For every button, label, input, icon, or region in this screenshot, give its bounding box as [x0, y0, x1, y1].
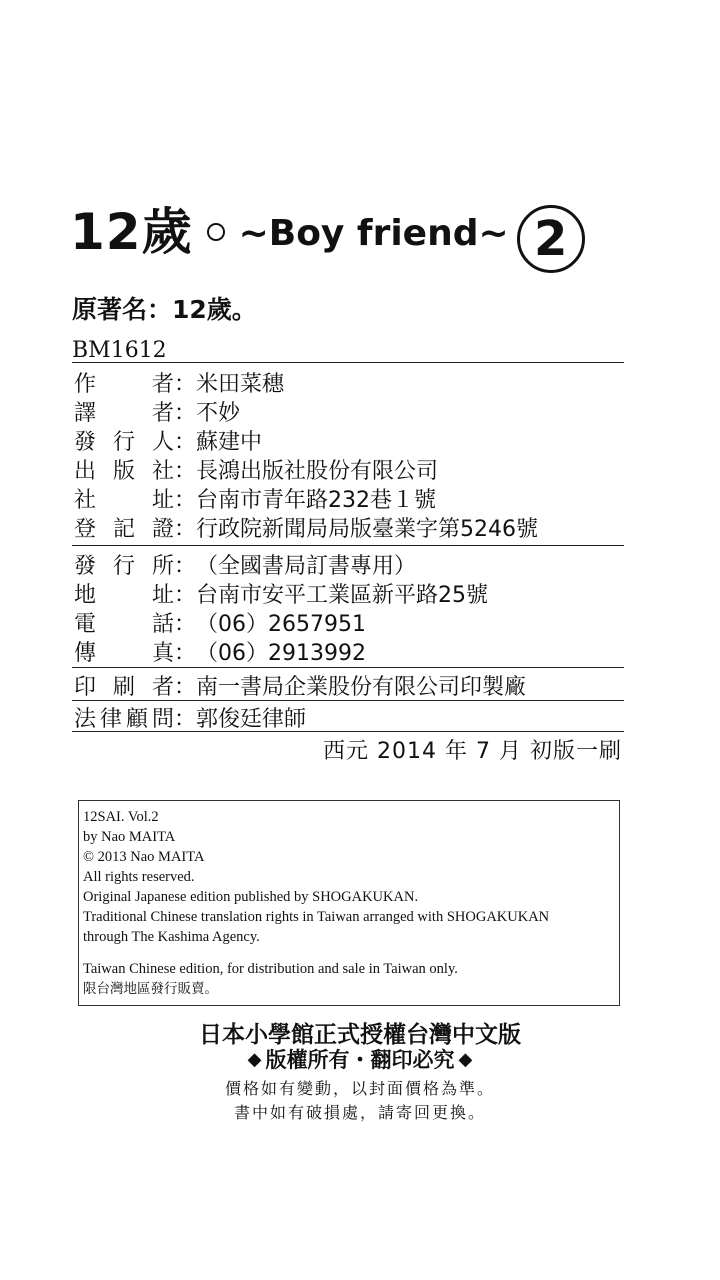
credit-label: 譯 者 — [74, 400, 174, 426]
credit-row-distributor: 發 行 所 ： （全國書局訂書專用） — [74, 549, 416, 579]
credit-row-dist-address: 地 址 ： 台南市安平工業區新平路25號 — [74, 578, 488, 608]
credit-value: 行政院新聞局局版臺業字第5246號 — [196, 516, 538, 542]
copyright-line: 12SAI. Vol.2 — [83, 809, 159, 825]
credit-value: （06）2657951 — [196, 611, 366, 637]
divider — [72, 362, 624, 363]
credit-row-issuer: 發 行 人 ： 蘇建中 — [74, 425, 262, 455]
credit-row-publisher: 出 版 社 ： 長鴻出版社股份有限公司 — [74, 454, 438, 484]
defect-note: 書中如有破損處，請寄回更換。 — [233, 1103, 486, 1122]
rights-notice — [0, 1044, 720, 1074]
credit-value: 長鴻出版社股份有限公司 — [196, 458, 439, 484]
rights-text: 版權所有・翻印必究 — [265, 1048, 455, 1072]
credit-label: 電 話 — [74, 611, 174, 637]
authorization-notice: 日本小學館正式授權台灣中文版 — [199, 1022, 521, 1048]
copyright-line: © 2013 Nao MAITA — [83, 849, 205, 865]
title-dot-icon — [207, 223, 225, 241]
diamond-left-icon: ◆ — [247, 1048, 262, 1070]
copyright-line: Traditional Chinese translation rights in Taiwan arranged with SHOGAKUKAN — [83, 909, 550, 925]
credit-value: 南一書局企業股份有限公司印製廠 — [196, 674, 527, 700]
credit-row-fax: 傳 真 ： （06）2913992 — [74, 636, 366, 666]
divider — [72, 731, 624, 732]
credit-label: 發 行 所 — [74, 553, 174, 579]
credit-label: 作 者 — [74, 371, 174, 397]
distribution-en: Taiwan Chinese edition, for distribution and sale in Taiwan only. — [83, 961, 458, 977]
diamond-right-icon: ◆ — [458, 1048, 473, 1070]
credit-value: 台南市青年路232巷１號 — [196, 487, 436, 513]
credit-label: 出 版 社 — [74, 458, 174, 484]
credit-label: 印 刷 者 — [74, 674, 174, 700]
credit-label: 登 記 證 — [74, 516, 174, 542]
credit-value: 蘇建中 — [196, 429, 263, 455]
price-note: 價格如有變動，以封面價格為準。 — [224, 1079, 495, 1098]
book-code: BM1612 — [72, 338, 167, 363]
divider — [72, 667, 624, 668]
credit-value: （06）2913992 — [196, 640, 366, 666]
copyright-line: through The Kashima Agency. — [83, 929, 260, 945]
credit-row-registration: 登 記 證 ： 行政院新聞局局版臺業字第5246號 — [74, 512, 538, 542]
credit-label: 地 址 — [74, 582, 174, 608]
copyright-line: by Nao MAITA — [83, 829, 176, 845]
volume-number: 2 — [517, 205, 585, 273]
edition-date: 西元 2014 年 7 月 初版一刷 — [323, 739, 622, 764]
credit-row-author: 作 者 ： 米田菜穗 — [74, 367, 284, 397]
credit-value: 不妙 — [196, 400, 241, 426]
book-title — [70, 192, 585, 267]
credit-row-printer: 印 刷 者 ： 南一書局企業股份有限公司印製廠 — [74, 670, 526, 700]
title-main: 12歲 — [70, 203, 193, 261]
credit-row-address: 社 址 ： 台南市青年路232巷１號 — [74, 483, 436, 513]
copyright-line: Original Japanese edition published by SHOGAKUKAN. — [83, 889, 419, 905]
distribution-zh: 限台灣地區發行販賣。 — [83, 981, 218, 997]
credit-row-translator: 譯 者 ： 不妙 — [74, 396, 240, 426]
copyright-line: All rights reserved. — [83, 869, 195, 885]
credit-value: 郭俊廷律師 — [196, 706, 307, 732]
credit-row-phone: 電 話 ： （06）2657951 — [74, 607, 366, 637]
credit-value: 米田菜穗 — [196, 371, 285, 397]
title-subtitle: ~Boy friend~ — [238, 213, 509, 254]
divider — [72, 545, 624, 546]
credit-label: 發 行 人 — [74, 429, 174, 455]
copyright-box — [78, 800, 620, 1006]
original-title: 原著名：12歲。 — [72, 295, 257, 324]
credit-label: 傳 真 — [74, 640, 174, 666]
credit-label: 法 律 顧 問 — [74, 706, 174, 732]
credit-label: 社 址 — [74, 487, 174, 513]
credit-row-legal: 法 律 顧 問 ： 郭俊廷律師 — [74, 702, 306, 732]
credit-value: （全國書局訂書專用） — [196, 553, 417, 579]
credit-value: 台南市安平工業區新平路25號 — [196, 582, 488, 608]
